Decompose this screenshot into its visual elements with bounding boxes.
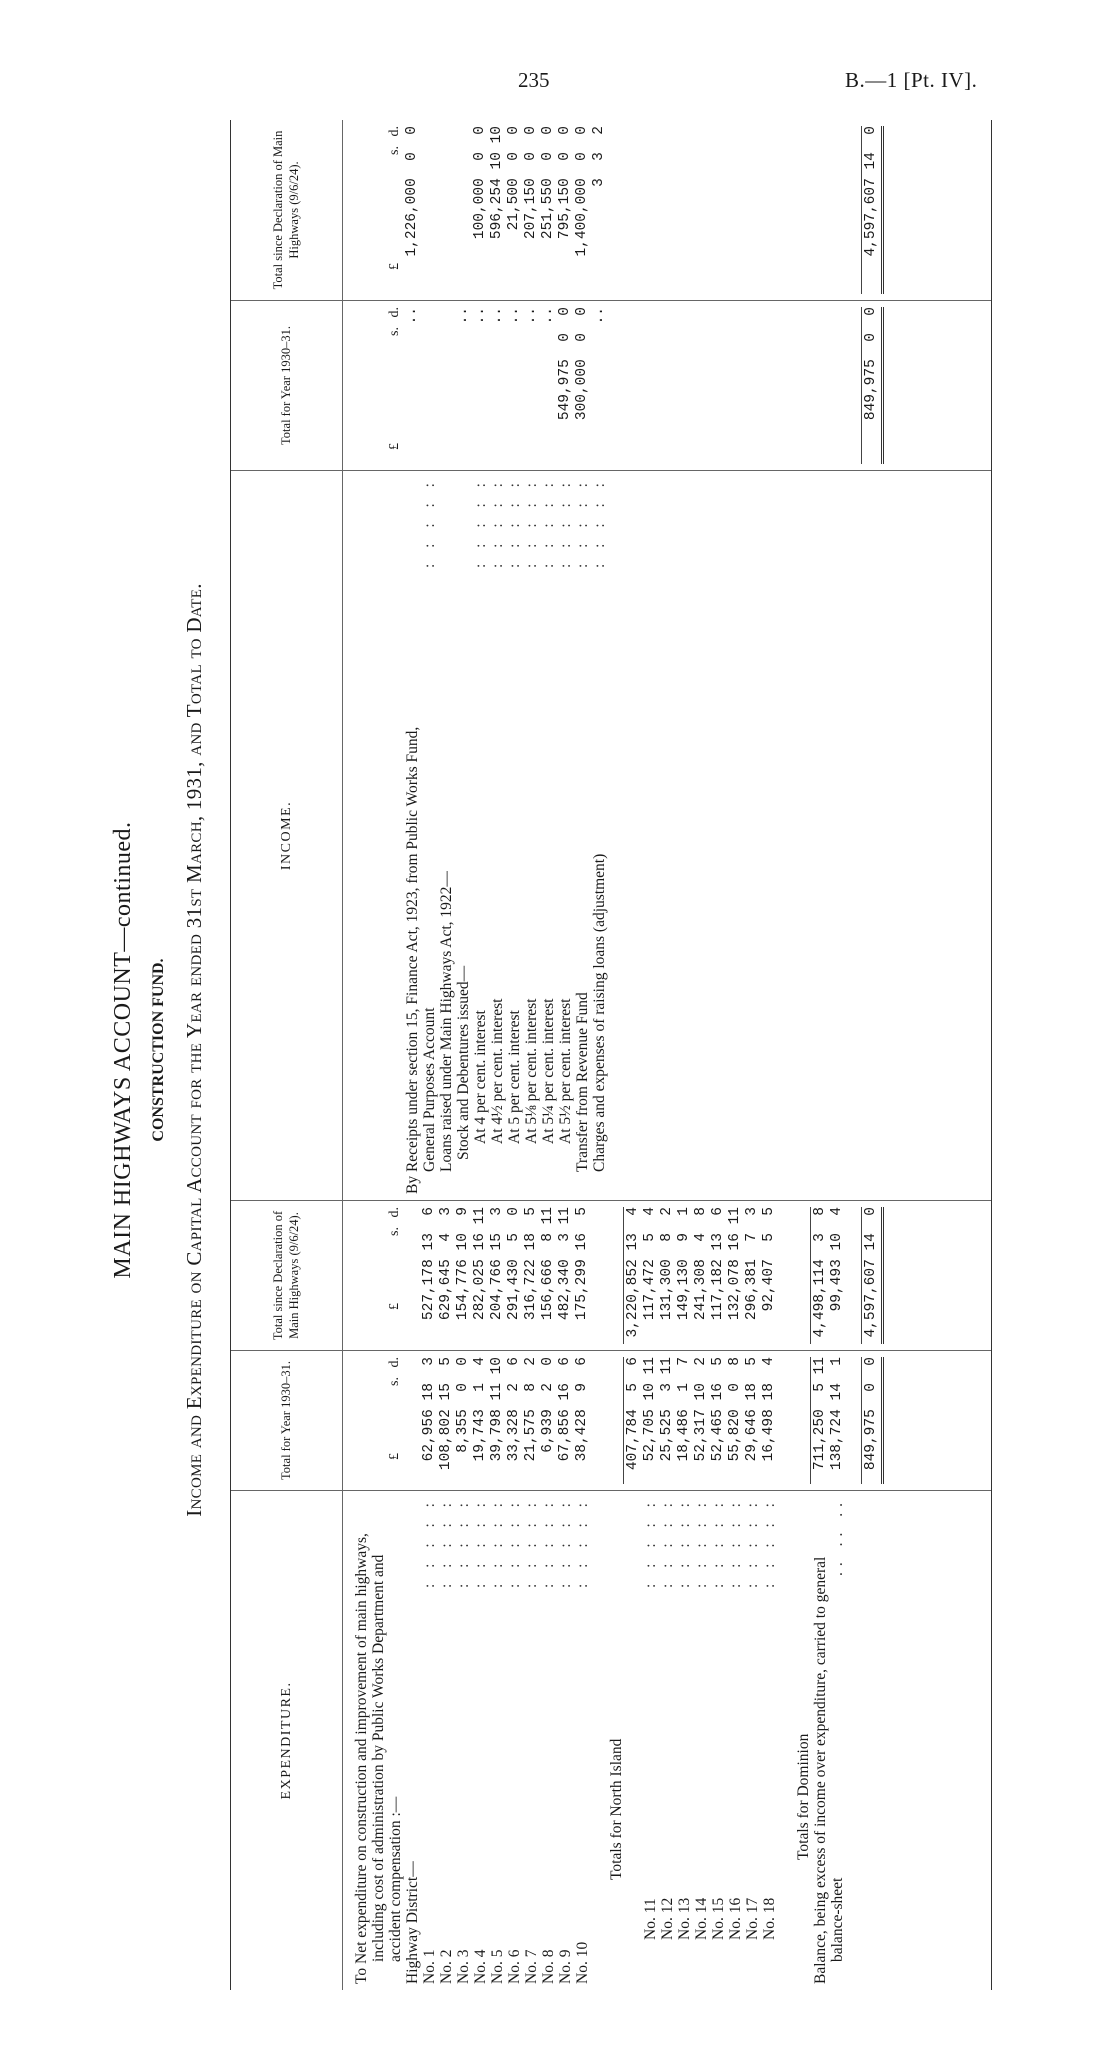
district-since-amount: 175,299 16 5	[574, 1207, 590, 1321]
district-since-amount: 149,130 9 1	[676, 1207, 692, 1321]
page-reference: B.—1 [Pt. IV].	[845, 68, 978, 92]
district-row-label	[472, 1491, 489, 1990]
line-text: No. 14	[693, 1897, 710, 1940]
district-since-amount: 92,407 5 5	[761, 1207, 777, 1312]
district-row-label	[557, 1491, 574, 1990]
leader-dots: : : : : :	[557, 1497, 574, 1589]
income-line	[472, 471, 489, 1200]
district-year-amount: 52,705 10 11	[642, 1357, 658, 1462]
district-since-amount: 482,340 3 11	[557, 1207, 573, 1321]
pounds-unit: £	[387, 443, 402, 450]
total-rule	[810, 1207, 811, 1344]
total-rule	[861, 126, 862, 294]
leader-dots: : : : : :	[506, 477, 523, 569]
line-text: No. 9	[557, 1949, 574, 1984]
district-row-label	[710, 1491, 727, 1990]
leader-dots: : : : : :	[506, 1497, 523, 1589]
district-row-label	[693, 1491, 710, 1990]
district-since-amount: 154,776 10 9	[455, 1207, 471, 1321]
district-row-label	[540, 1491, 557, 1990]
district-year-amount: 16,498 18 4	[761, 1357, 777, 1462]
statement-description: Income and Expenditure on Capital Account for the Year ended 31st March, 1931, and Total to Date.	[182, 583, 206, 1517]
line-text: To Net expenditure on construction and improvement of main highways,	[353, 1533, 370, 1984]
income-since-amount: 251,550 0 0	[540, 126, 556, 240]
line-text: Totals for North Island	[608, 1738, 625, 1880]
income-line	[591, 471, 608, 1200]
total-rule	[623, 1357, 624, 1484]
leader-dots: : : : : :	[472, 477, 489, 569]
district-year-amount: 55,820 0 8	[727, 1357, 743, 1462]
line-text: balance-sheet	[829, 1877, 846, 1962]
district-row-label	[523, 1491, 540, 1990]
line-text: No. 16	[727, 1897, 744, 1940]
income-header: INCOME.	[231, 471, 343, 1200]
income-year-amount: 300,000 0 0	[574, 307, 590, 421]
leader-dots: : : : : :	[523, 477, 540, 569]
district-row-label	[506, 1491, 523, 1990]
income-expenditure-table	[230, 120, 992, 1990]
line-text: No. 18	[761, 1897, 778, 1940]
pence-unit: d.	[387, 1357, 402, 1368]
line-text: No. 8	[540, 1949, 557, 1984]
leader-dots: : : : : :	[472, 1497, 489, 1589]
income-line	[421, 471, 438, 1200]
leader-dots: : : : : :	[421, 477, 438, 569]
balance-line	[829, 1491, 846, 1990]
north-island-since-total: 3,220,852 13 4	[625, 1207, 641, 1338]
district-row-label	[574, 1491, 591, 1990]
expenditure-column	[231, 1490, 991, 1990]
line-text: accident compensation :—	[387, 1796, 404, 1962]
district-year-amount: 52,465 16 5	[710, 1357, 726, 1462]
expenditure-year-column	[231, 1350, 991, 1490]
leader-dots: : : : : :	[761, 1497, 778, 1589]
line-text: At 5½ per cent. interest	[557, 998, 574, 1144]
line-text: No. 17	[744, 1897, 761, 1940]
intro-line	[387, 1491, 404, 1990]
pounds-unit: £	[387, 1303, 402, 1310]
grand-total-rule	[881, 307, 884, 464]
income-year-amount: ..	[523, 307, 539, 325]
district-row-label	[455, 1491, 472, 1990]
leader-dots: : : : : :	[421, 1497, 438, 1589]
district-year-amount: 108,802 15 5	[438, 1357, 454, 1471]
income-year-column	[231, 300, 991, 470]
shillings-unit: s.	[387, 1377, 402, 1386]
income-line	[455, 471, 472, 1200]
district-row-label	[642, 1491, 659, 1990]
district-heading	[404, 1491, 421, 1990]
district-row-label	[676, 1491, 693, 1990]
line-text: At 5⅛ per cent. interest	[523, 998, 540, 1144]
district-row-label	[761, 1491, 778, 1990]
line-text: At 5 per cent. interest	[506, 1010, 523, 1144]
leader-dots: : : : : :	[438, 1497, 455, 1589]
income-since-amount: 795,150 0 0	[557, 126, 573, 240]
district-since-amount: 629,645 4 3	[438, 1207, 454, 1321]
income-year-amount: ..	[472, 307, 488, 325]
income-year-amount: ..	[591, 307, 607, 325]
pounds-unit: £	[387, 263, 402, 270]
income-since-grand-total: 4,597,607 14 0	[863, 126, 879, 257]
leader-dots: : : : : :	[591, 477, 608, 569]
district-year-amount: 18,486 1 7	[676, 1357, 692, 1462]
income-line	[523, 471, 540, 1200]
line-text: By Receipts under section 15, Finance Act, 1923, from Public Works Fund,	[404, 726, 421, 1194]
district-since-amount: 131,300 8 2	[659, 1207, 675, 1321]
district-year-amount: 33,328 2 6	[506, 1357, 522, 1462]
income-line	[557, 471, 574, 1200]
income-line	[489, 471, 506, 1200]
income-line	[506, 471, 523, 1200]
grand-total-rule	[881, 126, 884, 294]
income-line	[404, 471, 421, 1200]
district-row-label	[744, 1491, 761, 1990]
pence-unit: d.	[387, 126, 402, 137]
income-since-amount: 100,000 0 0	[472, 126, 488, 240]
line-text: No. 1	[421, 1949, 438, 1984]
district-year-amount: 67,856 16 6	[557, 1357, 573, 1462]
income-year-grand-total: 849,975 0 0	[863, 307, 879, 421]
leader-dots: : : : : :	[489, 477, 506, 569]
district-year-amount: 25,525 3 11	[659, 1357, 675, 1462]
district-since-amount: 204,766 15 3	[489, 1207, 505, 1321]
district-row-label	[727, 1491, 744, 1990]
income-since-amount: 21,500 0 0	[506, 126, 522, 231]
shillings-unit: s.	[387, 327, 402, 336]
leader-dots: : : : : :	[727, 1497, 744, 1589]
district-row-label	[489, 1491, 506, 1990]
shillings-unit: s.	[387, 1227, 402, 1236]
line-text: Balance, being excess of income over expenditure, carried to general	[812, 1556, 829, 1984]
income-since-column	[231, 120, 991, 300]
income-since-amount: 1,400,000 0 0	[574, 126, 590, 257]
line-text: Totals for Dominion	[795, 1733, 812, 1860]
income-column	[231, 470, 991, 1200]
income-year-amount: ..	[506, 307, 522, 325]
district-row-label	[659, 1491, 676, 1990]
expenditure-since-header: Total since Declaration of Main Highways (9/6/24).	[231, 1201, 343, 1350]
leader-dots: : : : : :	[659, 1497, 676, 1589]
total-rule	[861, 1207, 862, 1344]
income-year-header: Total for Year 1930–31.	[231, 301, 343, 470]
district-row-label	[421, 1491, 438, 1990]
dominion-year-total: 711,250 5 11	[812, 1357, 828, 1471]
district-year-amount: 29,646 18 5	[744, 1357, 760, 1462]
leader-dots: : : : : :	[676, 1497, 693, 1589]
line-text: Loans raised under Main Highways Act, 1922—	[438, 871, 455, 1172]
line-text: No. 10	[574, 1941, 591, 1984]
district-since-amount: 241,308 4 8	[693, 1207, 709, 1321]
line-text: No. 7	[523, 1949, 540, 1984]
expenditure-header: EXPENDITURE.	[231, 1491, 343, 1990]
account-title: MAIN HIGHWAYS ACCOUNT—continued.	[110, 821, 136, 1279]
district-since-amount: 316,722 18 5	[523, 1207, 539, 1321]
income-since-amount: 207,150 0 0	[523, 126, 539, 240]
line-text: Transfer from Revenue Fund	[574, 992, 591, 1172]
total-rule	[623, 1207, 624, 1344]
shillings-unit: s.	[387, 146, 402, 155]
income-year-amount: 549,975 0 0	[557, 307, 573, 421]
income-year-amount: ..	[489, 307, 505, 325]
line-text: At 4½ per cent. interest	[489, 998, 506, 1144]
income-since-amount: 596,254 10 10	[489, 126, 505, 240]
district-year-amount: 19,743 1 4	[472, 1357, 488, 1462]
leader-dots: : : : : :	[710, 1497, 727, 1589]
balance-year-amount: 138,724 14 1	[829, 1357, 845, 1471]
pence-unit: d.	[387, 307, 402, 318]
intro-line	[370, 1491, 387, 1990]
district-since-amount: 296,381 7 3	[744, 1207, 760, 1321]
line-text: No. 5	[489, 1949, 506, 1984]
leader-dots: : : : : :	[540, 477, 557, 569]
expenditure-since-grand-total: 4,597,607 14 0	[863, 1207, 879, 1338]
leader-dots: : : : : :	[557, 477, 574, 569]
district-since-amount: 117,472 5 4	[642, 1207, 658, 1321]
district-year-amount: 21,575 8 2	[523, 1357, 539, 1462]
leader-dots: : : : : :	[574, 1497, 591, 1589]
line-text: No. 6	[506, 1949, 523, 1984]
district-since-amount: 156,666 8 11	[540, 1207, 556, 1321]
district-year-amount: 52,317 10 2	[693, 1357, 709, 1462]
line-text: No. 4	[472, 1949, 489, 1984]
line-text: Stock and Debentures issued—	[455, 965, 472, 1160]
pounds-unit: £	[387, 1453, 402, 1460]
leader-dots: : : : : :	[455, 1497, 472, 1589]
income-line	[438, 471, 455, 1200]
income-since-amount: 1,226,000 0 0	[404, 126, 420, 257]
district-since-amount: 132,078 16 11	[727, 1207, 743, 1321]
income-year-amount: ..	[540, 307, 556, 325]
line-text: No. 3	[455, 1949, 472, 1984]
district-since-amount: 117,182 13 6	[710, 1207, 726, 1321]
expenditure-year-grand-total: 849,975 0 0	[863, 1357, 879, 1471]
district-since-amount: 291,430 5 0	[506, 1207, 522, 1321]
line-text: No. 13	[676, 1897, 693, 1940]
leader-dots: : : : : :	[642, 1497, 659, 1589]
line-text: At 5¼ per cent. interest	[540, 998, 557, 1144]
north-island-year-total: 407,784 5 6	[625, 1357, 641, 1471]
line-text: No. 2	[438, 1949, 455, 1984]
income-year-amount: ..	[455, 307, 471, 325]
expenditure-since-column	[231, 1200, 991, 1350]
income-since-amount: 3 3 2	[591, 126, 607, 187]
district-row-label	[438, 1491, 455, 1990]
leader-dots: : : : : :	[693, 1497, 710, 1589]
north-island-total-label	[608, 1491, 625, 1990]
page-number: 235	[518, 68, 550, 92]
grand-total-rule	[881, 1207, 884, 1344]
line-text: No. 11	[642, 1898, 659, 1940]
dominion-total-label	[795, 1491, 812, 1990]
leader-dots: : : : : :	[540, 1497, 557, 1589]
leader-dots: : : : : :	[574, 477, 591, 569]
district-year-amount: 39,798 11 10	[489, 1357, 505, 1462]
income-since-header: Total since Declaration of Main Highways (9/6/24).	[231, 120, 343, 300]
district-year-amount: 62,956 18 3	[421, 1357, 437, 1462]
dominion-since-total: 4,498,114 3 8	[812, 1207, 828, 1338]
expenditure-year-header: Total for Year 1930–31.	[231, 1351, 343, 1490]
district-year-amount: 6,939 2 0	[540, 1357, 556, 1453]
leader-dots: .. .. ..	[829, 1497, 846, 1576]
leader-dots: : : : : :	[489, 1497, 506, 1589]
total-rule	[861, 1357, 862, 1484]
balance-line	[812, 1491, 829, 1990]
pence-unit: d.	[387, 1207, 402, 1218]
total-rule	[810, 1357, 811, 1484]
total-rule	[861, 307, 862, 464]
grand-total-rule	[881, 1357, 884, 1484]
district-since-amount: 282,025 16 11	[472, 1207, 488, 1321]
line-text: No. 12	[659, 1897, 676, 1940]
income-year-amount: ..	[404, 307, 420, 325]
district-year-amount: 38,428 9 6	[574, 1357, 590, 1462]
line-text: including cost of administration by Public Works Department and	[370, 1554, 387, 1962]
intro-line	[353, 1491, 370, 1990]
balance-since-amount: 99,493 10 4	[829, 1207, 845, 1312]
leader-dots: : : : : :	[523, 1497, 540, 1589]
line-text: No. 15	[710, 1897, 727, 1940]
line-text: At 4 per cent. interest	[472, 1010, 489, 1144]
district-year-amount: 8,355 0 0	[455, 1357, 471, 1453]
fund-title: CONSTRUCTION FUND.	[150, 958, 167, 1142]
district-since-amount: 527,178 13 6	[421, 1207, 437, 1321]
line-text: Charges and expenses of raising loans (adjustment)	[591, 853, 608, 1172]
rotated-statement	[110, 110, 1000, 1990]
line-text: Highway District—	[404, 1861, 421, 1984]
income-line	[540, 471, 557, 1200]
line-text: General Purposes Account	[421, 1007, 438, 1172]
income-line	[574, 471, 591, 1200]
leader-dots: : : : : :	[744, 1497, 761, 1589]
